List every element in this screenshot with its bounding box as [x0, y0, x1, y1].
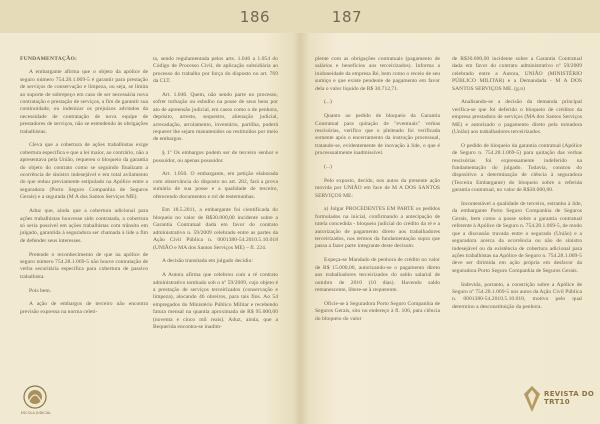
paragraph: A embargante afirma que o objeto da apólice de seguro número 754.28.1.069-5 é garantir para prestação de serviços de conservação e limpeza, ou seja, se limita ao suporte de sobrepeço em caso de ser necessária nova contratação e prestação de serviços, a fim de garantir sua continuidade, ou indenizar os prejuízos advindos da necessidade de contratação de nova equipe de prestadores de serviços, não se estendendo às obrigações trabalhistas. — [20, 69, 148, 135]
page-number-right: 187 — [331, 8, 363, 26]
paragraph: Oficie-se à Seguradora Porto Seguro Companhia de Seguros Gerais, sito no endereço à fl. 106, para ciência do bloqueio do valor — [315, 300, 440, 322]
paragraph: § 1º Os embargos podem ser de terceiro senhor e possuidor, ou apenas possuidor. — [153, 150, 278, 164]
paragraph: O pedido de bloqueio da garantia contratual (Apólice de Seguro n. 754.28.1.069-5) para quitação das verbas rescisórias foi expressamente indeferido na fundamentação do julgado. Todavia, constou do dispositivo a determinação de ciência à seguradora (Terceira Embargante) do bloqueio sobre a referida garantia contratual, no valor de R$30.000,00. — [452, 142, 582, 194]
paragraph: de R$30.000,00 incidente sobre a Garantia Contratual dada em favor do contrato administrativo nº 59/2009 celebrado entre a Autora, UNIÃO (MINISTÉRIO PÚBLICO MILITAR) e a Demandada - M A DOS SANTOS SERVIÇOS ME. (g.n) — [452, 56, 582, 92]
paragraph: Analisando-se a decisão da demanda principal verifica-se que foi deferido o bloqueio de créditos da empresa prestadora de serviços (MA dos Santos Serviços ME) e autorizado o pagamento direto pela tomadora (União) aos trabalhadores terceirizados. — [452, 99, 582, 136]
escola-judicial-logo — [20, 384, 50, 420]
paragraph: Quanto ao pedido de bloqueio da Garantia Contratual para quitação de "eventuais" verbas rescisórias, verifico que o pleiteado foi verificada somente após o encerramento da instrução processual, tratando-se, evidentemente de inovação à lide, o que é processualmente inadmissível. — [315, 113, 440, 157]
paragraph: Art. 1.050. O embargante, em petição elaborada com observância do disposto no art. 282, fará a prova sumária de sua posse e a qualidade de terceiro, oferecendo documentos e rol de testemunhas. — [153, 171, 278, 200]
paragraph: Expeça-se Mandado de penhora de crédito no valor de R$ 15.000,00, autorizando-se o pagamento direto aos trabalhadores terceirizados do saldo salarial de outubro de 2010 (10 dias). Havendo saldo remanescente, libere-se à requerente. — [315, 257, 440, 293]
paragraph: Art. 1.046. Quem, não sendo parte no processo, sofrer turbação ou esbulho na posse de seus bens por ato de apreensão judicial, em casos como o de penhora, depósito, arresto, sequestro, alienação judicial, arrecadação, arrolamento, inventário, partilha, poderá requerer lhe sejam manutenidos ou restituídos por meio de embargos. — [153, 92, 278, 143]
paragraph: (...) — [324, 99, 332, 106]
paragraph: (...) — [324, 164, 332, 171]
left-column-2 — [153, 56, 278, 338]
page-number-left: 186 — [239, 8, 271, 26]
paragraph: Pelo exposto, decido, nos autos da presente ação movida por UNIÃO em face de M A DOS SANTOS SERVIÇOS ME: — [315, 177, 440, 199]
paragraph: Pois bem. — [29, 287, 52, 294]
paragraph: plente com as obrigações contratuais (pagamento de salários e benefícios aos terceirizados). Informa a inidoneidade da empresa Ré, bem como o receio de seu sumiço e que existe pendente de pagamento em favor dela o valor líquido de R$ 30.712,71. — [315, 56, 440, 92]
paragraph: A ação de embargos de terceiro não encontra previsão expressa na norma celeti- — [20, 301, 148, 315]
right-column-2 — [452, 56, 582, 318]
paragraph: A Autora afirma que celebrou com a ré contrato administrativo tombado sob o nº 59/2009, cujo objeto é a prestação de serviços terceirizados (conservação e limpeza), alocando 46 obreiros, para tais fins. Ao 54 empregados do Ministério Público Militar e recebendo fatura mensal na quantia aproximada de R$ 95.000,00 (noventa e cinco mil reais). Aduz, ainda, que a Requerida encontra-se inadim- — [153, 272, 278, 330]
section-heading: FUNDAMENTAÇÃO: — [20, 56, 78, 62]
paragraph: a) Julgar PROCEDENTES EM PARTE os pedidos formulados na inicial, confirmando a antecipação de tutela concedida - bloqueio judicial do crédito da ré e a autorização de pagamento direto aos trabalhadores terceirizados, nos termos da fundamentação supra que passa a fazer parte integrante deste decisum. — [315, 206, 440, 250]
revista-emblem-icon — [522, 384, 542, 414]
paragraph: Indevida, portanto, a constrição sobre a Apólice de Seguro nº 754.28.1.069-5 nos autos da Ação Civil Pública n. 0001380-54.2010.5.10.018, motivo pelo qual determino a desconstituição da penhora. — [452, 281, 582, 310]
paragraph: ta, sendo regulamentada pelos arts. 1.046 a 1.054 do Código de Processo Civil, de aplicação subsidiária ao processo do trabalho por força do disposto no art. 769 da CLT. — [153, 56, 278, 85]
paragraph: Em 18.5.2011, a embargante foi cientificada do bloqueio no valor de R$30.000,00 incidente sobre a Garantia Contratual dada em favor do contrato administrativo n. 59/2009 celebrado entre as partes da Ação Civil Pública n. 0001380-54.2010.5.10.018 (UNIÃO e MA dos Santos Serviços ME) – fl. 224. — [153, 207, 278, 251]
revista-trt10-logo — [522, 384, 598, 420]
right-page — [300, 0, 600, 424]
paragraph: A decisão transitada em julgado decidiu: — [162, 258, 253, 265]
paragraph: Cleva que a cobertura de ações trabalhistas exige cobertura específica e que a lei maior, ao contrário, não a apresentava pela União, requereu o bloqueio da garantia do objeto do contrato como se seguindo finalizam a ocorrência de sinistro indesejável e em total avilamento do que reduu previamente estipulado na Apólice entre a seguradora (Porto Seguro Companhia de Seguros Gerais) e a segurada (M A dos Santos Serviços ME). — [20, 142, 148, 201]
left-column-1 — [20, 56, 148, 323]
paragraph: Pretende o reconhecimento de que na apólice de seguro número 754.28.1.069-5 não houve contratação de verba securitária específica para cobertura de passivo trabalhista. — [20, 251, 148, 280]
escola-judicial-emblem-icon — [20, 384, 50, 412]
paragraph: Incontestável a qualidade de terceiro, estranho à lide, da embargante Porto Seguro Companhia de Seguros Gerais, bem como a posse sobre a garantia contratual referente à Apólice de Seguro n. 754.28.1.069-5, de modo que a discussão travada entre o segurado (União) e a seguradora acerca da ocorrência ou não de sinistro indesejável ou da existência de cobertura adicional para ações trabalhistas na Apólice de Seguro n. 754.28.1.069-5 deve ser dirimida em ação própria em desfavor da seguradora Porto Seguro Companhia de Seguros Gerais. — [452, 201, 582, 274]
escola-judicial-logo-text: ESCOLA JUDICIAL — [20, 411, 52, 415]
right-column-1 — [315, 56, 440, 329]
revista-trt10-logo-text: REVISTA DO TRT10 — [544, 390, 595, 406]
paragraph: Aduz que, ainda que a cobertura adicional para ações trabalhistas houvesse sido contratada, a cobertura só seria possível em ações trabalhistas com trânsito em julgado, garantida à seguradora ser chamada à lide a fim de defender seus interesses. — [20, 208, 148, 244]
